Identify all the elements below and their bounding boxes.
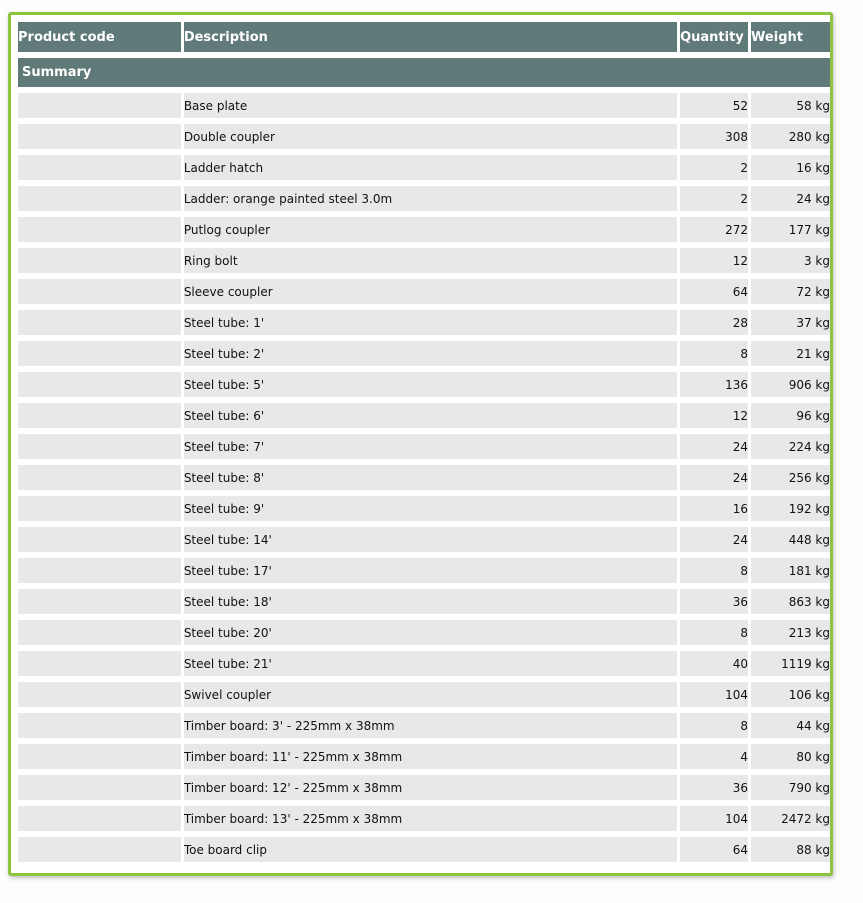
column-header-description[interactable]: Description [184,22,677,52]
product-code-cell [18,465,181,490]
product-code-cell [18,682,181,707]
weight-cell: 213 kg [751,620,830,645]
weight-cell: 44 kg [751,713,830,738]
product-code-cell [18,775,181,800]
product-code-cell [18,124,181,149]
weight-cell: 106 kg [751,682,830,707]
weight-cell: 1119 kg [751,651,830,676]
description-cell: Steel tube: 20' [184,620,677,645]
quantity-cell: 136 [680,372,748,397]
description-cell: Steel tube: 2' [184,341,677,366]
description-cell: Steel tube: 8' [184,465,677,490]
product-code-cell [18,341,181,366]
quantity-cell: 64 [680,279,748,304]
group-row-summary [18,58,830,87]
description-cell: Putlog coupler [184,217,677,242]
table-row[interactable] [18,558,830,583]
weight-cell: 177 kg [751,217,830,242]
description-cell: Base plate [184,93,677,118]
quantity-cell: 8 [680,620,748,645]
weight-cell: 2472 kg [751,806,830,831]
table-row[interactable] [18,496,830,521]
quantity-cell: 16 [680,496,748,521]
parts-table [15,16,833,868]
quantity-cell: 12 [680,248,748,273]
product-code-cell [18,651,181,676]
quantity-cell: 8 [680,713,748,738]
quantity-cell: 36 [680,775,748,800]
weight-cell: 88 kg [751,837,830,862]
group-label: Summary [18,58,830,87]
description-cell: Sleeve coupler [184,279,677,304]
table-row[interactable] [18,279,830,304]
table-row[interactable] [18,93,830,118]
quantity-cell: 104 [680,682,748,707]
quantity-cell: 12 [680,403,748,428]
quantity-cell: 24 [680,465,748,490]
product-code-cell [18,620,181,645]
table-row[interactable] [18,837,830,862]
description-cell: Steel tube: 18' [184,589,677,614]
quantity-cell: 40 [680,651,748,676]
table-row[interactable] [18,186,830,211]
quantity-cell: 272 [680,217,748,242]
table-row[interactable] [18,124,830,149]
table-row[interactable] [18,434,830,459]
quantity-cell: 8 [680,341,748,366]
product-code-cell [18,403,181,428]
description-cell: Steel tube: 1' [184,310,677,335]
product-code-cell [18,186,181,211]
table-row[interactable] [18,713,830,738]
table-row[interactable] [18,372,830,397]
product-code-cell [18,837,181,862]
product-code-cell [18,434,181,459]
description-cell: Steel tube: 14' [184,527,677,552]
weight-cell: 96 kg [751,403,830,428]
description-cell: Steel tube: 9' [184,496,677,521]
product-code-cell [18,806,181,831]
weight-cell: 21 kg [751,341,830,366]
description-cell: Steel tube: 5' [184,372,677,397]
table-row[interactable] [18,155,830,180]
table-row[interactable] [18,527,830,552]
table-row[interactable] [18,341,830,366]
table-row[interactable] [18,403,830,428]
description-cell: Timber board: 13' - 225mm x 38mm [184,806,677,831]
description-cell: Ring bolt [184,248,677,273]
parts-list-panel [8,12,833,876]
weight-cell: 80 kg [751,744,830,769]
table-header-row [18,22,830,52]
description-cell: Steel tube: 6' [184,403,677,428]
description-cell: Double coupler [184,124,677,149]
weight-cell: 192 kg [751,496,830,521]
weight-cell: 448 kg [751,527,830,552]
table-row[interactable] [18,248,830,273]
weight-cell: 224 kg [751,434,830,459]
product-code-cell [18,372,181,397]
product-code-cell [18,558,181,583]
description-cell: Swivel coupler [184,682,677,707]
quantity-cell: 2 [680,155,748,180]
description-cell: Ladder hatch [184,155,677,180]
description-cell: Timber board: 3' - 225mm x 38mm [184,713,677,738]
product-code-cell [18,93,181,118]
product-code-cell [18,279,181,304]
table-row[interactable] [18,775,830,800]
quantity-cell: 24 [680,527,748,552]
column-header-quantity[interactable]: Quantity [680,22,748,52]
table-row[interactable] [18,589,830,614]
weight-cell: 906 kg [751,372,830,397]
description-cell: Toe board clip [184,837,677,862]
product-code-cell [18,589,181,614]
weight-cell: 790 kg [751,775,830,800]
quantity-cell: 36 [680,589,748,614]
product-code-cell [18,744,181,769]
table-row[interactable] [18,806,830,831]
column-header-product-code[interactable]: Product code [18,22,181,52]
table-row[interactable] [18,744,830,769]
description-cell: Ladder: orange painted steel 3.0m [184,186,677,211]
quantity-cell: 28 [680,310,748,335]
quantity-cell: 24 [680,434,748,459]
weight-cell: 3 kg [751,248,830,273]
product-code-cell [18,217,181,242]
quantity-cell: 2 [680,186,748,211]
weight-cell: 24 kg [751,186,830,211]
weight-cell: 280 kg [751,124,830,149]
description-cell: Steel tube: 17' [184,558,677,583]
description-cell: Timber board: 12' - 225mm x 38mm [184,775,677,800]
description-cell: Steel tube: 21' [184,651,677,676]
table-row[interactable] [18,651,830,676]
quantity-cell: 308 [680,124,748,149]
quantity-cell: 64 [680,837,748,862]
column-header-weight[interactable]: Weight [751,22,830,52]
weight-cell: 181 kg [751,558,830,583]
weight-cell: 863 kg [751,589,830,614]
description-cell: Steel tube: 7' [184,434,677,459]
weight-cell: 58 kg [751,93,830,118]
table-row[interactable] [18,682,830,707]
quantity-cell: 52 [680,93,748,118]
weight-cell: 72 kg [751,279,830,304]
quantity-cell: 104 [680,806,748,831]
table-row[interactable] [18,217,830,242]
weight-cell: 16 kg [751,155,830,180]
table-row[interactable] [18,310,830,335]
table-row[interactable] [18,620,830,645]
quantity-cell: 4 [680,744,748,769]
weight-cell: 37 kg [751,310,830,335]
quantity-cell: 8 [680,558,748,583]
product-code-cell [18,713,181,738]
product-code-cell [18,527,181,552]
table-row[interactable] [18,465,830,490]
weight-cell: 256 kg [751,465,830,490]
product-code-cell [18,496,181,521]
product-code-cell [18,310,181,335]
description-cell: Timber board: 11' - 225mm x 38mm [184,744,677,769]
product-code-cell [18,155,181,180]
product-code-cell [18,248,181,273]
